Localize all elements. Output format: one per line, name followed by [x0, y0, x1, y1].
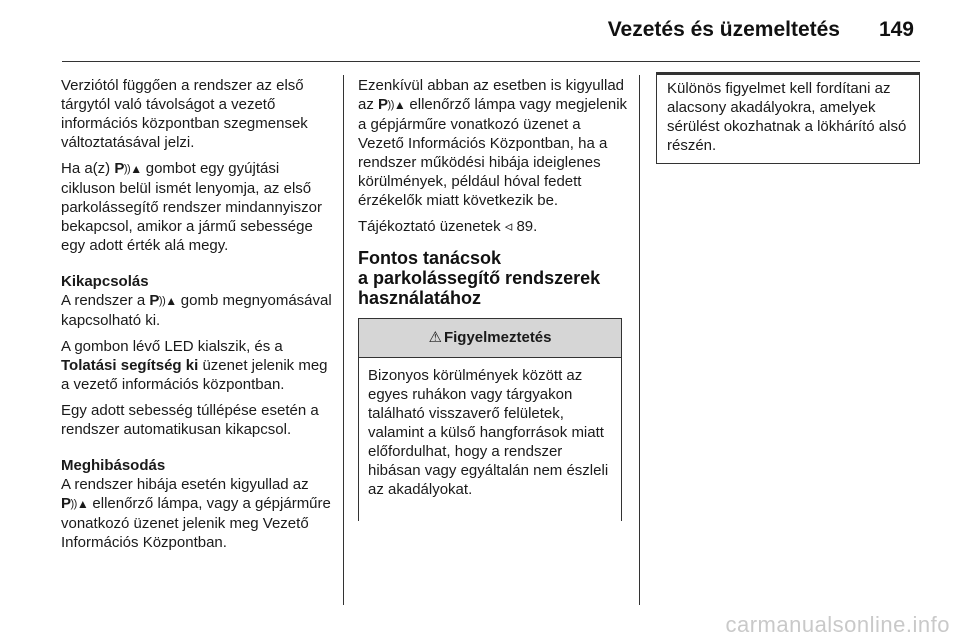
column-3 [656, 76, 920, 164]
paragraph-distance-display: Verziótól függően a rendszer az első tárgytól való távolságot a vezető információs központban szegmensek változtatásával jelzi. [61, 77, 308, 151]
warning-triangle-icon: ⚠ [428, 329, 442, 346]
paragraph-switch-off: A rendszer a P))▲ gomb megnyomásával kapcsolható ki. [61, 292, 332, 329]
warning-header [359, 319, 621, 358]
page-header [0, 0, 960, 60]
paragraph-info-messages-ref: Tájékoztató üzenetek ◃ 89. [358, 218, 538, 235]
parking-assist-icon: P))▲ [149, 292, 177, 309]
message-rear-assist-off: Tolatási segítség ki [61, 357, 199, 374]
paragraph-auto-off: Egy adott sebesség túllépése esetén a rendszer automatikusan kikapcsol. [61, 402, 319, 438]
page-number: 149 [878, 18, 914, 41]
parking-assist-icon: P))▲ [114, 160, 142, 177]
warning-title: Figyelmeztetés [443, 329, 552, 346]
column-2 [358, 76, 628, 521]
column-1 [61, 76, 336, 559]
heading-meghibasodas: Meghibásodás [61, 457, 166, 474]
parking-assist-icon: P))▲ [378, 96, 406, 113]
column-divider-1 [343, 75, 344, 605]
warning-text: Bizonyos körülmények között az egyes ruhákon vagy tárgyakon található visszaverő felületek, valamint a külső hangforrások miatt előfordulhat, hogy a rendszer hibásan vagy egyáltalán nem észleli az akadályokat. [368, 367, 609, 498]
paragraph-led-off: A gombon lévő LED kialszik, és a Tolatási segítség ki üzenet jelenik meg a vezető információs központban. [61, 338, 328, 393]
parking-assist-icon: P))▲ [61, 495, 89, 512]
note-box: Különös figyelmet kell fordítani az alacsony akadályokra, amelyek sérülést okozhatnak a lökhárító alsó részén. [656, 72, 920, 164]
paragraph-fault: A rendszer hibája esetén kigyullad az P))▲ ellenőrző lámpa, vagy a gépjárműre vonatkozó üzenet jelenik meg Vezető Információs Központban. [61, 476, 331, 551]
warning-box [358, 318, 622, 521]
paragraph-button-repress: Ha a(z) P))▲ gombot egy gyújtási cikluson belül ismét lenyomja, az első parkolássegítő rendszer mindannyiszor bekapcsol, amikor a jármű sebessége egy adott érték alá megy. [61, 160, 322, 254]
paragraph-temporary-fault: Ezenkívül abban az esetben is kigyullad az P))▲ ellenőrző lámpa vagy megjelenik a gépjárműre vonatkozó üzenet a Vezető Információs Központban, ha a rendszer működési hibája ideiglenes körülmények, például hóval fedett érzékelők miatt következik be. [358, 77, 628, 209]
section-heading-tips: Fontos tanácsok a parkolássegítő rendszerek használatához [358, 248, 601, 308]
heading-kikapcsolas: Kikapcsolás [61, 273, 149, 290]
page-title: Vezetés és üzemeltetés [607, 18, 840, 41]
watermark-text: carmanualsonline.info [725, 612, 950, 637]
header-divider [62, 61, 920, 62]
column-divider-2 [639, 75, 640, 605]
page-reference-arrow-icon: ◃ [504, 218, 513, 235]
